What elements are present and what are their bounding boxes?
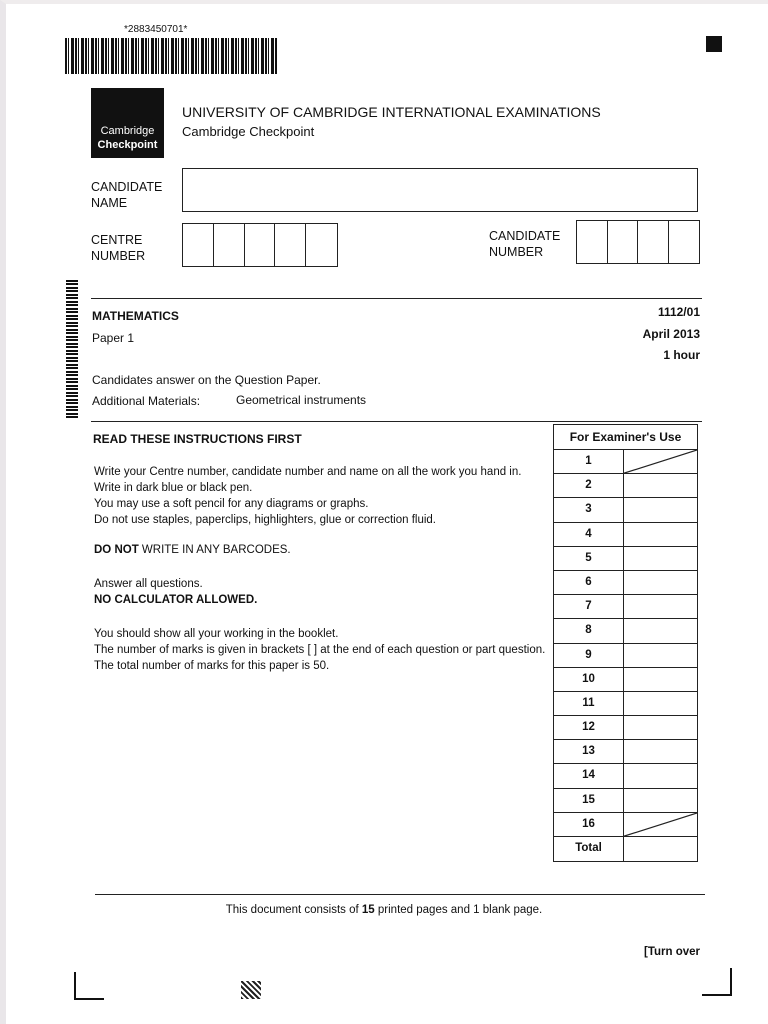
diagonal-strike [624,450,697,473]
examiner-row [554,764,697,788]
examiner-row [554,474,697,498]
total-note: The total number of marks for this paper is 50. [94,660,330,672]
marks-note: The number of marks is given in brackets [ ] at the end of each question or part question. [94,644,546,656]
candidate-number-box[interactable] [576,220,700,264]
registration-mark [706,36,722,52]
mark-cell[interactable] [624,837,697,861]
instruction-line: Do not use staples, paperclips, highlighters, glue or correction fluid. [94,514,436,526]
question-number: 1 [554,450,624,473]
instructions-body [94,464,552,674]
examiner-row [554,571,697,595]
paper-code: 1112/01 [657,305,700,319]
mark-cell[interactable] [624,644,697,667]
mark-cell[interactable] [624,716,697,739]
materials-value: Geometrical instruments [236,393,367,407]
candidate-digit-cell[interactable] [638,221,669,263]
mark-cell[interactable] [624,450,697,473]
examiner-row [554,619,697,643]
no-calculator: NO CALCULATOR ALLOWED. [94,594,258,606]
materials-label: Additional Materials: [92,394,201,408]
mark-cell[interactable] [624,813,697,836]
page-count-note: This document consists of 15 printed pages and 1 blank page. [225,904,543,916]
centre-number-box[interactable] [182,223,338,267]
question-number: 7 [554,595,624,618]
instruction-line: Write in dark blue or black pen. [94,482,253,494]
centre-digit-cell[interactable] [275,224,306,266]
mark-cell[interactable] [624,474,697,497]
examiner-row [554,644,697,668]
examiner-row [554,498,697,522]
answer-note: Candidates answer on the Question Paper. [92,373,321,387]
footer-divider [95,894,705,895]
centre-digit-cell[interactable] [183,224,214,266]
examiner-row [554,813,697,837]
question-number: 5 [554,547,624,570]
mark-cell[interactable] [624,764,697,787]
candidate-name-box[interactable] [182,168,698,212]
centre-number-label: CENTRE NUMBER [91,233,146,263]
turn-over: [Turn over [644,946,701,958]
logo-line-2: Checkpoint [97,139,158,151]
examiner-row [554,789,697,813]
examiner-use-table [553,424,698,862]
question-number: 16 [554,813,624,836]
question-number: Total [554,837,624,861]
question-number: 6 [554,571,624,594]
paper-duration: 1 hour [663,348,700,362]
candidate-digit-cell[interactable] [577,221,608,263]
centre-digit-cell[interactable] [245,224,276,266]
question-number: 8 [554,619,624,642]
candidate-digit-cell[interactable] [608,221,639,263]
question-number: 13 [554,740,624,763]
centre-digit-cell[interactable] [214,224,245,266]
working-note: You should show all your working in the booklet. [94,628,339,640]
barcode [65,38,278,74]
logo-line-1: Cambridge [100,125,155,137]
mark-cell[interactable] [624,571,697,594]
mark-cell[interactable] [624,668,697,691]
question-number: 12 [554,716,624,739]
barcode-number: *2883450701* [124,24,188,35]
side-barcode [66,278,78,418]
examiner-row [554,716,697,740]
mark-cell[interactable] [624,498,697,521]
question-number: 4 [554,523,624,546]
candidate-digit-cell[interactable] [669,221,699,263]
divider [91,421,702,422]
crop-mark-right [702,968,732,996]
examiner-use-heading: For Examiner's Use [554,425,697,450]
diagonal-strike [624,813,697,836]
examiner-row [554,692,697,716]
mark-cell[interactable] [624,619,697,642]
answer-all: Answer all questions. [94,578,203,590]
examiner-row [554,547,697,571]
examiner-row [554,740,697,764]
mark-cell[interactable] [624,789,697,812]
crop-mark-left [74,972,104,1000]
qr-code [241,981,261,999]
question-number: 15 [554,789,624,812]
organisation-subtitle: Cambridge Checkpoint [182,124,315,139]
examiner-row [554,837,697,861]
examiner-row [554,450,697,474]
candidate-name-label: CANDIDATE NAME [91,180,163,210]
organisation-name: UNIVERSITY OF CAMBRIDGE INTERNATIONAL EXAMINATIONS [182,104,601,120]
paper-date: April 2013 [642,327,700,341]
cambridge-checkpoint-logo [91,88,164,158]
question-number: 10 [554,668,624,691]
question-number: 3 [554,498,624,521]
mark-cell[interactable] [624,595,697,618]
examiner-row [554,595,697,619]
mark-cell[interactable] [624,740,697,763]
instruction-line: You may use a soft pencil for any diagrams or graphs. [94,498,369,510]
centre-digit-cell[interactable] [306,224,337,266]
divider [91,298,702,299]
mark-cell[interactable] [624,692,697,715]
examiner-row [554,523,697,547]
instructions-heading: READ THESE INSTRUCTIONS FIRST [93,432,302,446]
question-number: 2 [554,474,624,497]
candidate-number-label: CANDIDATE NUMBER [489,229,561,259]
mark-cell[interactable] [624,547,697,570]
mark-cell[interactable] [624,523,697,546]
question-number: 9 [554,644,624,667]
paper-number: Paper 1 [92,331,135,345]
instruction-line: Write your Centre number, candidate number and name on all the work you hand in. [94,466,522,478]
barcode-warning: DO NOT WRITE IN ANY BARCODES. [94,544,291,556]
examiner-row [554,668,697,692]
question-number: 14 [554,764,624,787]
question-number: 11 [554,692,624,715]
subject: MATHEMATICS [92,309,179,323]
